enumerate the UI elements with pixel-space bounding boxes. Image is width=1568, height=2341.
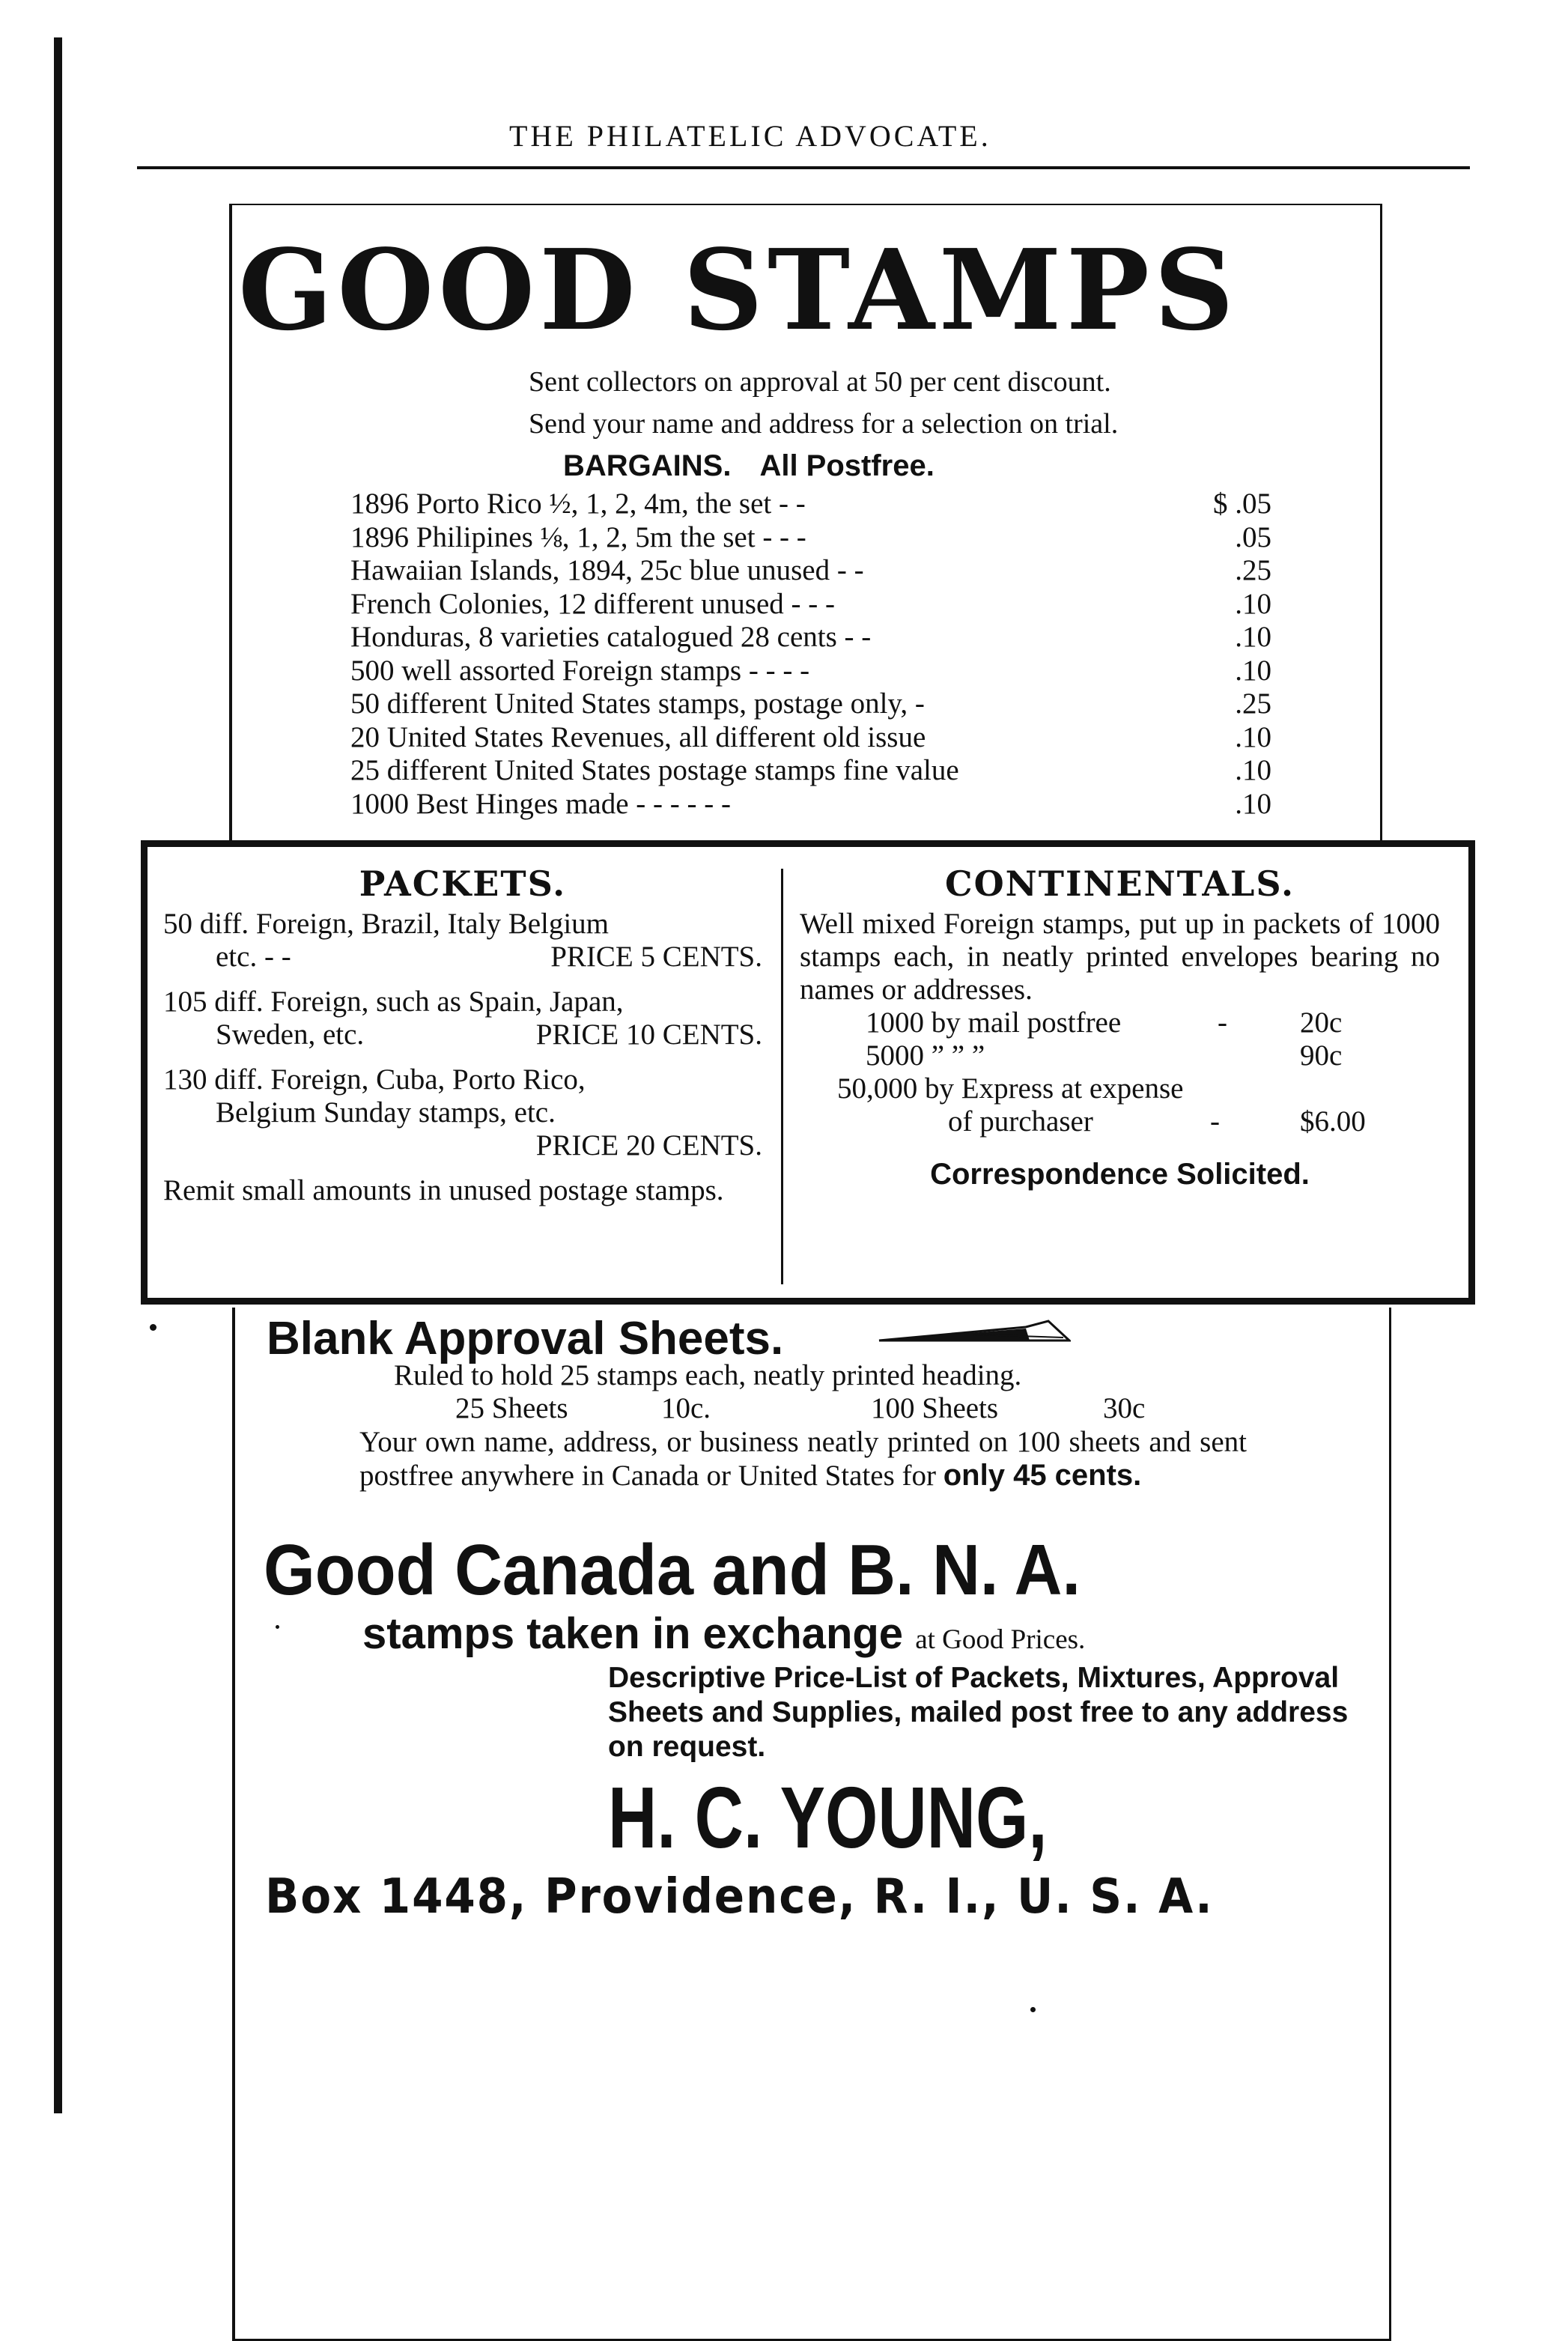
left-margin-rule — [54, 37, 62, 2113]
continentals-row — [800, 1105, 1440, 1138]
ruled-description: Ruled to hold 25 stamps each, neatly printed heading. — [394, 1359, 1022, 1391]
packet-offer-2 — [163, 986, 762, 1051]
advertiser-name: H. C. YOUNG, — [608, 1769, 1048, 1866]
print-speck — [1030, 2007, 1036, 2012]
price-value: .10 — [1235, 787, 1271, 820]
sheet-price-2: 30c — [1103, 1392, 1146, 1424]
cont-row-label: 50,000 by Express at expense — [837, 1072, 1184, 1105]
descriptive-price-list: Descriptive Price-List of Packets, Mixtures, Approval Sheets and Supplies, mailed post free to any address on request. — [608, 1662, 1349, 1763]
bargains-heading — [563, 449, 963, 483]
only-price: only 45 cents. — [943, 1459, 1142, 1492]
exchange-line — [362, 1609, 1085, 1659]
price-row — [350, 787, 1271, 821]
continentals-description: Well mixed Foreign stamps, put up in packets of 1000 stamps each, in neatly printed envelopes bearing no names or addresses. — [800, 908, 1440, 1006]
price-row — [350, 487, 1271, 520]
cont-row-price: 90c — [1300, 1039, 1343, 1072]
cont-row-dash: - — [1210, 1105, 1220, 1138]
continentals-title: CONTINENTALS. — [945, 863, 1295, 904]
price-value: .25 — [1235, 687, 1271, 720]
price-row — [350, 587, 1271, 621]
price-item: Honduras, 8 varieties catalogued 28 cents - - — [350, 621, 872, 653]
cont-row-dash: - — [1218, 1006, 1227, 1039]
packet-2-price: PRICE 10 CENTS. — [535, 1018, 762, 1051]
exchange-small: at Good Prices. — [915, 1624, 1086, 1655]
bargains-title: BARGAINS. — [563, 449, 732, 482]
price-row — [350, 654, 1271, 687]
correspondence-solicited: Correspondence Solicited. — [930, 1158, 1310, 1191]
continentals-column — [800, 863, 1440, 1191]
price-value: .10 — [1235, 754, 1271, 786]
price-item: 50 different United States stamps, postage only, - — [350, 687, 925, 720]
sheet-prices — [455, 1391, 1145, 1425]
packet-offer-1 — [163, 908, 762, 974]
price-item: 1896 Porto Rico ½, 1, 2, 4m, the set - - — [350, 488, 806, 520]
packet-1-text: 50 diff. Foreign, Brazil, Italy Belgium — [163, 908, 610, 940]
exchange-bold: stamps taken in exchange — [362, 1609, 904, 1658]
price-item: 20 United States Revenues, all different old issue — [350, 720, 926, 753]
cont-row-label: of purchaser — [948, 1105, 1093, 1138]
sheet-price-1: 10c. — [661, 1392, 711, 1424]
continentals-row — [800, 1039, 1440, 1072]
packet-3-price: PRICE 20 CENTS. — [535, 1129, 762, 1162]
price-row — [350, 520, 1271, 554]
packet-1-price: PRICE 5 CENTS. — [550, 941, 762, 973]
price-row — [350, 687, 1271, 720]
price-value: .05 — [1235, 520, 1271, 553]
packets-column — [163, 863, 762, 1219]
packet-offer-3 — [163, 1063, 762, 1162]
packet-3-text: 130 diff. Foreign, Cuba, Porto Rico, — [163, 1063, 586, 1096]
price-value: $ .05 — [1213, 488, 1271, 520]
price-value: .10 — [1235, 720, 1271, 753]
bargain-price-list — [350, 487, 1271, 820]
price-item: French Colonies, 12 different unused - - - — [350, 587, 835, 620]
bargains-subtitle: All Postfree. — [759, 449, 935, 482]
price-row — [350, 753, 1271, 787]
approval-sheets-title: Blank Approval Sheets. — [267, 1313, 784, 1364]
price-item: 25 different United States postage stamps fine value — [350, 754, 959, 786]
continentals-row — [800, 1006, 1440, 1039]
cont-row-price: 20c — [1300, 1006, 1343, 1039]
price-row — [350, 620, 1271, 654]
remit-note: Remit small amounts in unused postage stamps. — [163, 1174, 724, 1206]
price-item: 1000 Best Hinges made - - - - - - — [350, 787, 731, 820]
page-header-title: THE PHILATELIC ADVOCATE. — [509, 119, 991, 153]
header-rule — [137, 166, 1470, 169]
advertiser-address: Box 1448, Providence, R. I., U. S. A. — [265, 1869, 1214, 1925]
price-row — [350, 720, 1271, 754]
cont-row-label: 5000 ” ” ” — [866, 1039, 985, 1072]
good-canada-headline: Good Canada and B. N. A. — [264, 1530, 1081, 1610]
price-item: 500 well assorted Foreign stamps - - - - — [350, 654, 810, 687]
intro-line-2: Send your name and address for a selection on trial. — [529, 408, 1119, 440]
print-speck — [150, 1324, 157, 1331]
continentals-row — [800, 1072, 1440, 1105]
custom-printing-offer — [359, 1426, 1247, 1493]
packet-2-cont: Sweden, etc. — [216, 1018, 365, 1051]
packet-1-cont: etc. - - — [216, 941, 291, 973]
intro-line-1: Sent collectors on approval at 50 per cent discount. — [529, 366, 1111, 398]
custom-printing-text: Your own name, address, or business neatly printed on 100 sheets and sent postfree anywhere in Canada or United States for — [359, 1426, 1247, 1492]
packet-2-text: 105 diff. Foreign, such as Spain, Japan, — [163, 986, 624, 1018]
sheet-qty-2: 100 Sheets — [871, 1392, 999, 1424]
packet-3-cont: Belgium Sunday stamps, etc. — [216, 1096, 556, 1129]
pen-nib-icon — [876, 1318, 1071, 1348]
print-speck — [276, 1625, 279, 1629]
price-value: .10 — [1235, 654, 1271, 687]
column-divider — [781, 869, 783, 1284]
price-value: .25 — [1235, 554, 1271, 586]
sheet-qty-1: 25 Sheets — [455, 1392, 568, 1424]
price-value: .10 — [1235, 621, 1271, 653]
price-item: Hawaiian Islands, 1894, 25c blue unused - - — [350, 554, 864, 586]
price-item: 1896 Philipines ⅛, 1, 2, 5m the set - - - — [350, 520, 806, 553]
cont-row-price: $6.00 — [1300, 1105, 1366, 1138]
packets-title: PACKETS. — [359, 863, 567, 904]
good-stamps-headline: GOOD STAMPS — [238, 225, 1239, 355]
cont-row-label: 1000 by mail postfree — [866, 1006, 1122, 1039]
price-value: .10 — [1235, 587, 1271, 620]
price-row — [350, 553, 1271, 587]
